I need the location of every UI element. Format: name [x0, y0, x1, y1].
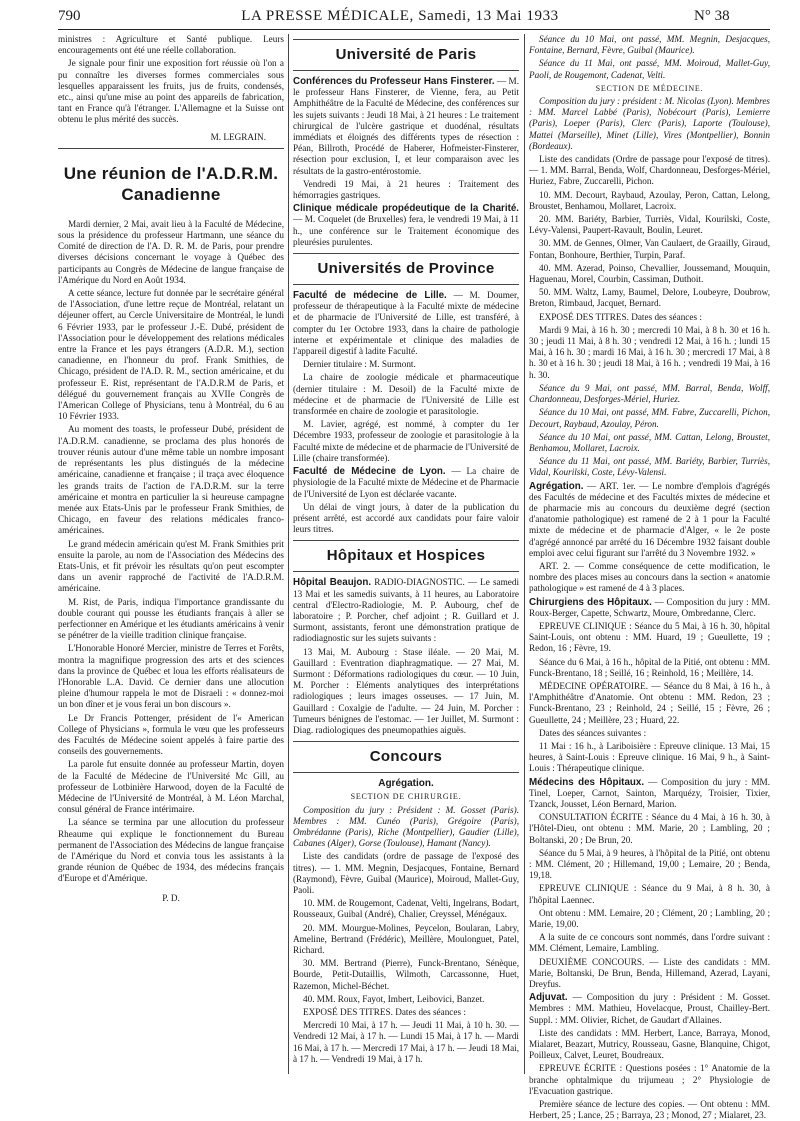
paragraph: Séance du 10 Mai, ont passé, MM. Cattan, Lelong, Broustet, Benhamou, Mollaret, Lacroix. [529, 431, 770, 453]
paragraph: La séance se termina par une allocution du professeur Rheaume qui explique le fonctionnement du Bureau permanent de l'Association des Médecins de langue française de l'Amérique du Nord et convia tous les assistants à la grande réunion de Québec de 1934, des médecins français d'Europe et d'Amérique. [58, 817, 284, 884]
paragraph: A la suite de ce concours sont nommés, dans l'ordre suivant : MM. Clément, Lemaire, Lambling. [529, 932, 770, 954]
item-text: — M. le professeur Hans Finsterer, de Vienne, fera, au Petit Amphithéâtre de la Faculté de Médecine, des conférences sur les sujets suivants : Jeudi 18 Mai, à 21 heures : Le traitement chirurgical de l'ulcère gastrique et duodénal, résultats immédiats et éloignés des différents types de résection : Péan, Billroth, Procédé de Haberer, Hofmeister-Finsterer, résection pour exclusion, I, et leur comparaison avec les résultats de la gastro-entérostomie. [293, 76, 520, 176]
section-rule [293, 741, 519, 742]
section-rule [293, 70, 519, 71]
paragraph: Séance du 10 Mai, ont passé, MM. Fabre, Zuccarelli, Pichon, Decourt, Raybaud, Azoulay, Péron. [529, 407, 770, 429]
paragraph [293, 577, 519, 644]
paragraph: Mercredi 10 Mai, à 17 h. — Jeudi 11 Mai, à 10 h. 30. — Vendredi 12 Mai, à 17 h. — Lundi 15 Mai, à 17 h. — Mardi 16 Mai, à 17 h. — Mercredi 17 Mai, à 17 h. — Jeudi 18 Mai, à 17 h. — Vendredi 19 Mai, à 17 h. [293, 1020, 519, 1064]
paragraph: Le Dr Francis Pottenger, président de l'« American College of Physicians », formula le vœu que les professeurs des Facultés de Médecine soient appelés à faire partie des conseils des gouvernements. [58, 712, 284, 757]
subsection-label: SECTION DE CHIRURGIE. [350, 792, 462, 802]
paragraph: Ont obtenu : MM. Lemaire, 20 ; Clément, 20 ; Lambling, 20 ; Marie, 19,00. [529, 907, 770, 930]
paragraph: 30. MM. de Gennes, Olmer, Van Caulaert, de Graailly, Giraud, Fontan, Bonhoure, Berthier, Turpin, Paraf. [529, 238, 770, 260]
paragraph [293, 203, 519, 248]
paragraph: Liste des candidats (ordre de passage de l'exposé des titres). — 1. MM. Megnin, Desjacques, Fontaine, Bernard (Raymond), Fèvre, Guibal (Maurice), Moiroud, Mallet-Guy, Paoli. [293, 851, 519, 895]
section-rule [293, 39, 519, 40]
paragraph [293, 76, 519, 177]
paragraph: M. Rist, de Paris, indiqua l'importance grandissante du double courant qui pousse les étudiants français à aller se perfectionner en Amérique et les étudiants américains à venir se pénétrer de la vieille tradition clinique française. [58, 596, 284, 641]
journal-title: LA PRESSE MÉDICALE, Samedi, 13 Mai 1933 [241, 8, 559, 24]
subsection-label: SECTION DE MÉDECINE. [595, 83, 704, 93]
paragraph: 11 Mai : 16 h., à Lariboisière : Epreuve clinique. 13 Mai, 15 heures, à Saint-Louis : Epreuve clinique. 16 Mai, 9 h., à Saint-Louis : Thérapeutique clinique. [529, 740, 770, 774]
paragraph: Vendredi 19 Mai, à 21 heures : Traitement des hémorragies gastriques. [293, 178, 519, 201]
item-heading: Adjuvat. [529, 992, 568, 1004]
paragraph: M. Lavier, agrégé, est nommé, à compter du 1er Décembre 1933, professeur de zoologie et parasitologie à la Faculté mixte de médecine et de pharmacie de l'Université de Lille (chaire transformée). [293, 419, 519, 463]
paragraph: Composition du jury : président : M. Nicolas (Lyon). Membres : MM. Marcel Labbé (Paris), Nobécourt (Paris), Lemierre (Paris), Loeper (Paris), Clerc (Paris), Laporte (Toulouse), Mattei (Marseille), Minet (Lille), Vires (Montpellier), Bonnin (Bordeaux). [529, 96, 770, 151]
paragraph: ART. 2. — Comme conséquence de cette modification, le nombre des places mises au concours dans la section « anatomie pathologique » est ramené de 4 à 3 places. [529, 560, 770, 594]
paragraph [293, 466, 519, 500]
section-rule [293, 284, 519, 285]
article-heading: Une réunion de l'A.D.R.M. Canadienne [63, 163, 279, 204]
page-number: 790 [58, 8, 81, 24]
paragraph: DEUXIÈME CONCOURS. — Liste des candidats : MM. Marie, Boltanski, De Brun, Benda, Hillemand, Azerad, Layani, Dreyfus. [529, 956, 770, 990]
item-text: — M. Coquelet (de Bruxelles) fera, le vendredi 19 Mai, à 11 h., une conférence sur le Traitement économique des pleurésies purulentes. [293, 214, 519, 247]
paragraph: EPREUVE CLINIQUE : Séance du 5 Mai, à 16 h. 30, hôpital Saint-Louis, ont obtenu : MM. Huard, 19 ; Gueullette, 19 ; Redon, 16 ; Fèvre, 19. [529, 620, 770, 654]
paragraph [529, 777, 770, 811]
paragraph: EXPOSÉ DES TITRES. Dates des séances : [539, 311, 702, 322]
item-heading: Hôpital Beaujon. [293, 577, 372, 589]
item-text: — Composition du jury : Président : M. Gosset. Membres : MM. Mathieu, Hovelacque, Proust, Chailley-Bert. Suppl. : MM. Olivier, Richet, de Gaudart d'Allaines. [529, 992, 770, 1025]
header-rule [58, 29, 770, 30]
paragraph: Séance du 11 Mai, ont passé, MM. Bariéty, Barbier, Turriès, Vidal, Kourilski, Coste, Lévy-Valensi. [529, 456, 770, 478]
item-text: — Composition du jury : MM. Tinel, Loeper, Carnot, Sainton, Marquézy, Troisier, Tixier, Tzanck, Jousset, Léon Bernard, Marion. [529, 776, 771, 809]
paragraph: Je signale pour finir une exposition fort réussie où l'on a pu connaître les diverses formes commerciales sous lesquelles apparaissent les fruits, jus de fruits, condensés, etc., ainsi qu'une mise au point des appareils de fabrication, tant en France qu'à l'étranger. L'Allemagne et la Suisse ont obtenu le plus mérité des succès. [58, 58, 284, 125]
item-heading: Faculté de Médecine de Lyon. [293, 466, 446, 478]
paragraph: Séance du 9 Mai, ont passé, MM. Barral, Benda, Wolff, Chardonneau, Desforges-Mériel, Huriez. [529, 382, 770, 405]
paragraph [529, 992, 770, 1026]
section-heading: Universités de Province [317, 260, 495, 278]
section-heading: Concours [369, 748, 443, 766]
item-text: RADIO-DIAGNOSTIC. — Le samedi 13 Mai et les samedis suivants, à 11 heures, au Laboratoire central d'Electro-Radiologie, M. P. Aubourg, chef de laboratoire ; P. Porcher, chef adjoint ; R. Guillard et J. Surmont, assistants, feront une démonstration pratique de radiodiagnostic sur les sujets suivants : [293, 577, 519, 644]
paragraph: 40. MM. Roux, Fayot, Imbert, Leibovici, Banzet. [303, 993, 485, 1004]
paragraph: 10. MM. Decourt, Raybaud, Azoulay, Peron, Cattan, Lelong, Broustet, Benhamou, Mollaret, Lacroix. [529, 189, 770, 211]
paragraph: La chaire de zoologie médicale et pharmaceutique (dernier titulaire : M. Desoil) de la Faculté mixte de médecine et de pharmacie de l'Université de Lille est transformée en chaire de zoologie et parasitologie. [293, 372, 519, 417]
paragraph: A cette séance, lecture fut donnée par le secrétaire général de l'Association, d'une lettre reçue de Montréal, relatant un déjeuner offert, au Cercle Universitaire de Montréal, le lundi 6 Février 1933, par le professeur J.-E. Dubé, président de l'Association pour le développement des relations médicales entre la France et les pays étrangers (A.D.R. M.), section canadienne, en l'honneur du prof. Frank Smithies, de Chicago, président de l'A.D. R. M., section américaine, et du professeur E. Rist, représentant de l'A.D.R.M de Paris, et délégué du gouvernement français au XVIIe Congrès de l'American College of Physicians, tenu à Montréal, du 6 au 10 Février 1933. [58, 288, 284, 422]
section-rule [293, 540, 519, 541]
paragraph: Liste des candidats (Ordre de passage pour l'exposé de titres). — 1. MM. Barral, Benda, Wolf, Chardonneau, Desforges-Mériel, Huriez, Fabre, Zuccarelli, Pichon. [529, 154, 770, 187]
item-text: — La chaire de physiologie de la Faculté mixte de Médecine et de Pharmacie de l'Université de Lyon est déclarée vacante. [293, 466, 519, 499]
item-heading: Médecins des Hôpitaux. [529, 776, 645, 788]
item-heading: Agrégation. [529, 480, 584, 492]
paragraph: Séance du 5 Mai, à 9 heures, à l'hôpital de la Pitié, ont obtenu : MM. Clément, 20 ; Hillemand, 19,00 ; Lemaire, 20 ; Benda, 19,18. [529, 847, 770, 881]
section-heading: Hôpitaux et Hospices [326, 547, 486, 565]
paragraph: L'Honorable Honoré Mercier, ministre de Terres et Forêts, montra la magnifique progression des arts et des sciences dans la province de Québec et loua les efforts réalisateurs de l'Honorable L.A. David. Ce dernier dans une allocution pleine d'humour rappela le mot de Disraeli : « donnez-moi un bon dîner et je vous ferai un bon discours ». [58, 643, 284, 710]
paragraph: 30. MM. Bertrand (Pierre), Funck-Brentano, Sénèque, Bourde, Petit-Dutaillis, Wilmoth, Carcassonne, Huet, Razemon, Michel-Béchet. [293, 958, 519, 991]
item-text: — M. Doumer, professeur de thérapeutique à la Faculté mixte de médecine et de pharmacie de l'Université de Lille, est transféré, à compter du 1er Octobre 1933, dans la chaire de pathologie interne et expérimentale et clinique des maladies de l'appareil digestif à ladite Faculté. [293, 290, 519, 357]
paragraph: Le grand médecin américain qu'est M. Frank Smithies prit ensuite la parole, au nom de l'Association des Médecins des Etats-Unis, et fit prévoir les résultats qu'on peut escompter dans un avenir rapproché de l'activité de l'A.D.R.M. américaine. [58, 538, 284, 594]
section-rule [293, 772, 519, 773]
item-text: — ART. 1er. — Le nombre d'emplois d'agrégés des Facultés de médecine et des Facultés mixtes de médecine et de pharmacie mis au concours du deuxième degré (section d'anatomie pathologique) est ramené de 2 à 1 pour la Faculté mixte de médecine et de pharmacie d'Alger, « le 2e poste d'agrégé annoncé par arrêté du 16 Décembre 1932 faisant double emploi avec celui figurant sur l'arrêté du 3 Novembre 1932. » [529, 480, 770, 558]
paragraph [529, 597, 770, 619]
paragraph: Mardi 9 Mai, à 16 h. 30 ; mercredi 10 Mai, à 8 h. 30 et 16 h. 30 ; jeudi 11 Mai, à 8 h. 30 ; vendredi 12 Mai, à 16 h. ; lundi 15 Mai, à 16 h. 30 ; mardi 16 Mai, à 16 h. 30 ; mercredi 17 Mai, à 8 h. 30 et à 16 h. 30 ; jeudi 18 Mai, à 16 h. ; vendredi 19 Mai, à 16 h. 30. [529, 324, 770, 380]
paragraph: La parole fut ensuite donnée au professeur Martin, doyen de la Faculté de Médecine de l'Université Mc Gill, au professeur de Lotbinière Harwood, doyen de la Faculté de Médecine de l'Université de Montréal, à M. Léon Marchal, consul général de France intérimaire. [58, 759, 284, 815]
section-rule [293, 571, 519, 572]
paragraph: 40. MM. Azerad, Poinso, Chevallier, Joussemand, Mouquin, Haguenau, Morel, Courbin, Cassiman, Duthoit. [529, 262, 770, 285]
paragraph: Séance du 11 Mai, ont passé, MM. Moiroud, Mallet-Guy, Paoli, de Rougemont, Cadenat, Velti. [529, 58, 770, 80]
paragraph: Séance du 10 Mai, ont passé, MM. Megnin, Desjacques, Fontaine, Bernard, Fèvre, Guibal (Maurice). [529, 34, 770, 56]
item-heading: Chirurgiens des Hôpitaux. [529, 596, 652, 608]
author-signature: P. D. [162, 892, 180, 903]
column-3 [529, 34, 771, 1121]
paragraph [529, 481, 770, 559]
paragraph: Un délai de vingt jours, à dater de la publication du présent arrêté, est accordé aux candidats pour faire valoir leurs titres. [293, 501, 519, 535]
paragraph: EXPOSÉ DES TITRES. Dates des séances : [303, 1007, 466, 1018]
paragraph: Composition du jury : Président : M. Gosset (Paris). Membres : MM. Cunéo (Paris), Grégoire (Paris), Ombrédanne (Paris), Riche (Montpellier), Gaudier (Lille), Cabanes (Alger), Gorse (Toulouse), Hamant (Nancy). [293, 804, 519, 849]
column-divider [524, 34, 525, 1074]
column-divider [288, 34, 289, 1074]
section-heading: Université de Paris [335, 46, 477, 63]
paragraph: 20. MM. Bariéty, Barbier, Turriès, Vidal, Kourilski, Coste, Lévy-Valensi, Paupert-Ravault, Boulin, Leuret. [529, 214, 770, 236]
subsection-title: Agrégation. [378, 778, 434, 790]
paragraph: 50. MM. Waltz, Lamy, Baumel, Delore, Loubeyre, Doubrow, Breton, Rimbaud, Jacquet, Bernard. [529, 287, 770, 309]
column-1 [58, 34, 284, 1074]
item-heading: Clinique médicale propédeutique de la Charité. [293, 203, 519, 215]
paragraph: Dates des séances suivantes : [539, 727, 647, 738]
item-heading: Faculté de médecine de Lille. [293, 290, 447, 302]
paragraph: Séance du 6 Mai, à 16 h., hôpital de la Pitié, ont obtenu : MM. Funck-Brentano, 18 ; Seillé, 16 ; Reinhold, 16 ; Meillère, 14. [529, 656, 770, 678]
paragraph: 13 Mai, M. Aubourg : Stase iléale. — 20 Mai, M. Gauillard : Eventration diaphragmatique. — 27 Mai, M. Surmont : Déformations radiologiques du cœur. — 10 Juin, M. Porcher : Eléments analytiques des interprétations radiologiques ; leurs images osseuses. — 17 Juin, M. Gauillard : Coxalgie de l'adulte. — 24 Juin, M. Porcher : Tumeurs bénignes de l'estomac. — 1er Juillet, M. Surmont : Diag. radiologiques des pneumopathies aiguës. [293, 646, 519, 735]
section-rule [293, 253, 519, 254]
paragraph [293, 290, 519, 357]
paragraph: EPREUVE ÉCRITE : Questions posées : 1° Anatomie de la branche ophtalmique du trijumeau ; 2° Physiologie de l'Evacuation gastrique. [529, 1063, 770, 1096]
item-text: — Composition du jury : MM. Roux-Berger, Capette, Schwartz, Moure, Ombredanne, Clerc. [529, 596, 771, 618]
paragraph: MÉDECINE OPÉRATOIRE. — Séance du 8 Mai, à 16 h., à l'Amphithéâtre d'Anatomie. Ont obtenu : MM. Redon, 23 ; Funck-Brentano, 23 ; Reinhold, 24 ; Seillé, 15 ; Fèvre, 26 ; Gueullette, 24 ; Meillère, 23 ; Huard, 22. [529, 680, 770, 725]
author-signature: M. LEGRAIN. [210, 131, 266, 142]
paragraph: CONSULTATION ÉCRITE : Séance du 4 Mai, à 16 h. 30, à l'Hôtel-Dieu, ont obtenu : MM. Marie, 20 ; Lambling, 20 ; Boltanski, 20 ; De Brun, 20. [529, 812, 770, 845]
paragraph: EPREUVE CLINIQUE : Séance du 9 Mai, à 8 h. 30, à l'hôpital Laennec. [529, 883, 770, 905]
item-heading: Conférences du Professeur Hans Finsterer. [293, 76, 495, 87]
paragraph: ministres : Agriculture et Santé publique. Leurs encouragements ont été une réelle collaboration. [58, 34, 284, 56]
issue-number: N° 38 [694, 8, 730, 24]
page-header [0, 0, 800, 30]
paragraph: 10. MM. de Rougemont, Cadenat, Velti, Ingelrans, Bodart, Rousseaux, Guibal (André), Chalier, Creyssel, Ménégaux. [293, 898, 519, 920]
column-2 [293, 34, 519, 1074]
paragraph: Mardi dernier, 2 Mai, avait lieu à la Faculté de Médecine, sous la présidence du professeur Hartmann, une séance du Comité de direction de l'A. D. R. M. de Paris, pour prendre diverses décisions concernant le voyage à Québec des participants au Congrès de Médecine de langue française de l'Amérique du Nord en Août 1934. [58, 218, 284, 285]
paragraph: Première séance de lecture des copies. — Ont obtenu : MM. Herbert, 25 ; Lance, 25 ; Barraya, 23 ; Monod, 27 ; Mialaret, 23. [529, 1099, 770, 1121]
paragraph: Au moment des toasts, le professeur Dubé, président de l'A.D.R.M. canadienne, se proclama des plus honorés de trouver réunis autour d'une même table un nombre imposant de représentants les plus distingués de la médecine américaine, canadienne et française ; il traça avec éloquence les grands traits de l'action de l'A.D.R.M. sur la terre américaine et montra en particulier la si heureuse campagne menée aux Etats-Unis par le professeur Frank Smithies, de Chicago, en faveur des relations médicales franco-américaines. [58, 424, 284, 536]
section-rule [58, 148, 284, 149]
paragraph: Dernier titulaire : M. Surmont. [303, 359, 416, 370]
paragraph: Liste des candidats : MM. Herbert, Lance, Barraya, Monod, Mialaret, Beazart, Mutricy, Rousseau, Gasne, Blanquine, Chigot, Poilleux, Calvet, Leuret, Boudreaux. [529, 1027, 770, 1061]
paragraph: 20. MM. Mourgue-Molines, Peycelon, Boularan, Labry, Ameline, Bertrand (Frédéric), Meillère, Moulonguet, Patel, Richard. [293, 922, 519, 955]
